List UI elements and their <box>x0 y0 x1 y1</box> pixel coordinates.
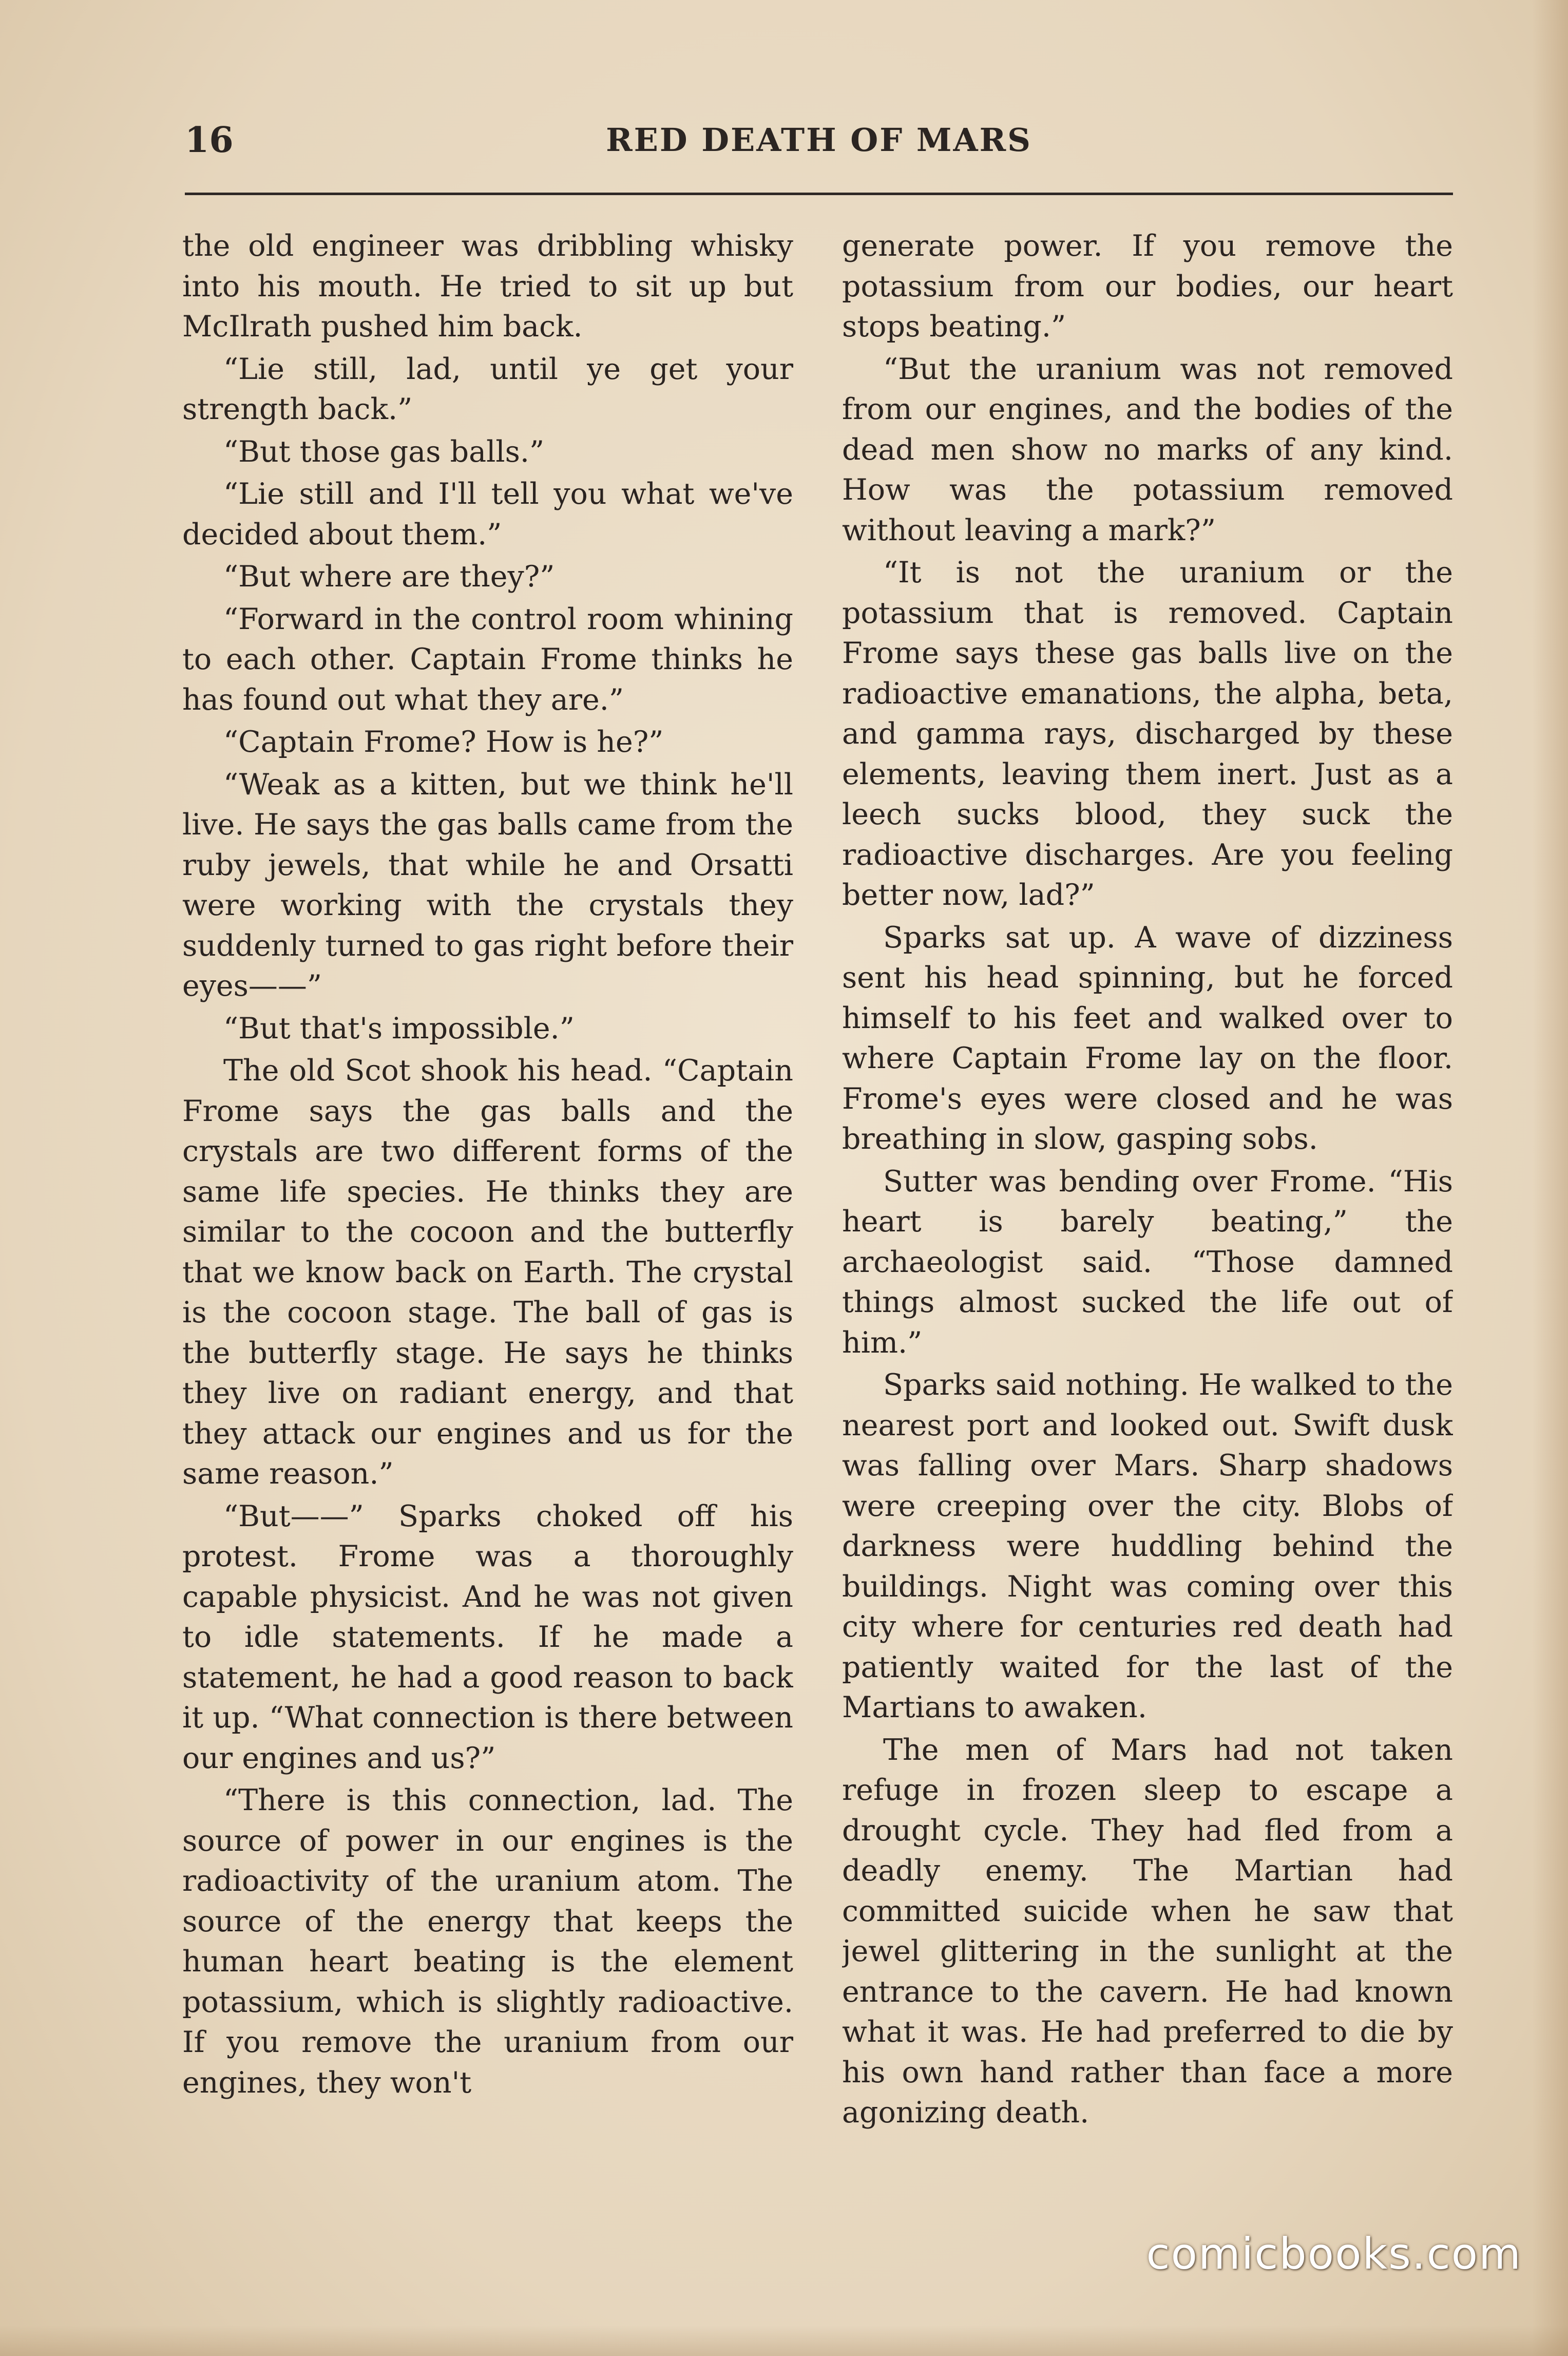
paragraph: “But the uranium was not removed from our engines, and the bodies of the dead men show no marks of any kind. How was the potassium removed without leaving a mark?” <box>842 352 1453 547</box>
paragraph: Sparks said nothing. He walked to the nearest port and looked out. Swift dusk was falling over Mars. Sharp shadows were creeping over the city. Blobs of darkness were huddling behind the buildings. Night was coming over this city where for centuries red death had patiently waited for the last of the Martians to awaken. <box>842 1368 1453 1724</box>
paragraph: “Captain Frome? How is he?” <box>223 725 664 759</box>
paragraph: “Forward in the control room whining to each other. Captain Frome thinks he has found out what they are.” <box>182 602 793 717</box>
paragraph: “But those gas balls.” <box>223 434 545 469</box>
left-text-column <box>182 226 793 2177</box>
paragraph: the old engineer was dribbling whisky into his mouth. He tried to sit up but McIlrath pushed him back. <box>182 229 793 344</box>
paragraph: Sutter was bending over Frome. “His heart is barely beating,” the archaeologist said. “Those damned things almost sucked the life out of him.” <box>842 1164 1453 1360</box>
paragraph: The men of Mars had not taken refuge in frozen sleep to escape a drought cycle. They had fled from a deadly enemy. The Martian had committed suicide when he saw that jewel glittering in the sunlight at the entrance to the cavern. He had known what it was. He had preferred to die by his own hand rather than face a more agonizing death. <box>842 1733 1453 2130</box>
paragraph: Sparks sat up. A wave of dizziness sent his head spinning, but he forced himself to his feet and walked over to where Captain Frome lay on the floor. Frome's eyes were closed and he was breathing in slow, gasping sobs. <box>842 920 1453 1156</box>
paragraph: “But that's impossible.” <box>223 1011 575 1046</box>
paragraph: “Weak as a kitten, but we think he'll live. He says the gas balls came from the ruby jewels, that while he and Orsatti were working with the crystals they suddenly turned to gas right before their eyes——” <box>182 767 793 1003</box>
right-text-column <box>842 226 1453 2177</box>
page-edge-shadow-right <box>1532 0 1568 2356</box>
running-title: RED DEATH OF MARS <box>606 121 1032 159</box>
paragraph: “Lie still, lad, until ye get your strength back.” <box>182 352 793 426</box>
paragraph: “It is not the uranium or the potassium that is removed. Captain Frome says these gas balls live on the radioactive emanations, the alpha, beta, and gamma rays, discharged by these elements, leaving them inert. Just as a leech sucks blood, they suck the radioactive discharges. Are you feeling better now, lad?” <box>842 556 1453 912</box>
paragraph: “Lie still and I'll tell you what we've decided about them.” <box>182 477 793 552</box>
paragraph: “There is this connection, lad. The source of power in our engines is the radioactivity of the uranium atom. The source of the energy that keeps the human heart beating is the element potassium, which is slightly radioactive. If you remove the uranium from our engines, they won't <box>182 1783 793 2100</box>
watermark: comicbooks.com <box>1146 2229 1522 2279</box>
paragraph: “But where are they?” <box>223 560 555 594</box>
page-number: 16 <box>185 120 234 161</box>
paragraph: The old Scot shook his head. “Captain Frome says the gas balls and the crystals are two different forms of the same life species. He thinks they are similar to the cocoon and the butterfly that we know back on Earth. The crystal is the cocoon stage. The ball of gas is the butterfly stage. He says he thinks they live on radiant energy, and that they attack our engines and us for the same reason.” <box>182 1054 793 1491</box>
page-header <box>185 112 1453 168</box>
paragraph: generate power. If you remove the potassium from our bodies, our heart stops beating.” <box>842 229 1453 344</box>
header-rule <box>185 193 1453 195</box>
page-edge-shadow-bottom <box>0 2325 1568 2356</box>
paragraph: “But——” Sparks choked off his protest. Frome was a thoroughly capable physicist. And he was not given to idle statements. If he made a statement, he had a good reason to back it up. “What connection is there between our engines and us?” <box>182 1499 793 1775</box>
